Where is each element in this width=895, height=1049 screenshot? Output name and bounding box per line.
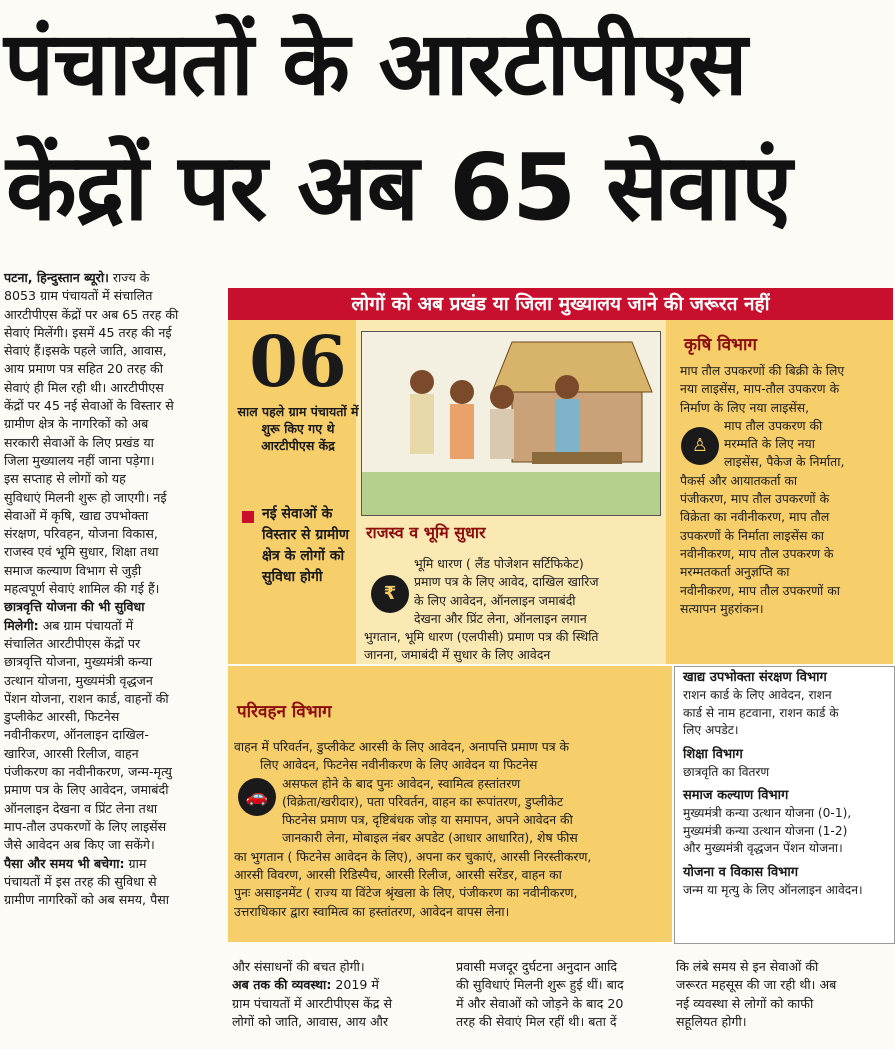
department-title: योजना व विकास विभाग [683, 864, 799, 880]
text-line [4, 653, 217, 671]
box-line: देखना और प्रिंट लेना, ऑनलाइन लगान [414, 610, 587, 626]
department-text: जन्म या मृत्यु के लिए ऑनलाइन आवेदन। [683, 882, 863, 897]
stat-number: 06 [249, 320, 347, 403]
text-line [4, 800, 217, 818]
line-text: तरह की सेवाएं मिल रहीं थी। बता दें [456, 1013, 617, 1029]
line-text: सुविधाएं मिलनी शुरू हो जाएगी। नई [4, 489, 167, 505]
text-line [4, 543, 217, 561]
text-line [232, 958, 442, 976]
line-text: नई व्यवस्था से लोगों को काफी [676, 995, 814, 1011]
text-line [4, 379, 217, 397]
box-line: सत्यापन मुहरांकन। [680, 600, 764, 616]
line-text: राजस्व एवं भूमि सुधार, शिक्षा तथा [4, 544, 159, 560]
box-line: लाइसेंस, पैकेज के निर्माता, [724, 454, 845, 470]
text-line [4, 470, 217, 488]
line-text: 2019 में [331, 977, 379, 993]
box-line: का भुगतान ( फिटनेस आवेदन के लिए), अपना कर चुकाएं, आरसी निरस्तीकरण, [234, 848, 592, 864]
text-line [4, 525, 217, 543]
rajaswa-title: राजस्व व भूमि सुधार [366, 523, 486, 542]
line-text: कि लंबे समय से इन सेवाओं की [676, 959, 819, 974]
text-line [4, 452, 217, 470]
car-icon: 🚗 [238, 778, 276, 816]
text-line [4, 489, 217, 507]
line-text: में और सेवाओं को जोड़ने के बाद 20 [456, 995, 624, 1011]
department-section [675, 785, 894, 862]
bold-lead: अब तक की व्यवस्था: [232, 977, 332, 993]
line-text: पेंशन योजना, राशन कार्ड, वाहनों की [4, 690, 169, 706]
bullet-square-icon [242, 511, 254, 523]
line-text: महत्वपूर्ण सेवाएं शामिल की गई हैं। [4, 581, 160, 597]
text-line [456, 976, 666, 994]
department-title: खाद्य उपभोक्ता संरक्षण विभाग [683, 670, 827, 685]
text-line [4, 306, 217, 324]
box-line: उपकरणों के निर्माता लाइसेंस का [680, 527, 824, 543]
line-text: ग्राम पंचायतों में आरटीपीएस केंद्र से [232, 995, 392, 1011]
line-text: और संसाधनों की बचत होगी। [232, 959, 365, 974]
line-text: सेवाओं में कृषि, खाद्य उपभोक्ता [4, 507, 149, 523]
text-line [4, 635, 217, 653]
text-line [4, 342, 217, 360]
text-line [4, 598, 217, 616]
krishi-text [680, 362, 890, 618]
stat-caption: साल पहले ग्राम पंचायतों में शुरू किए गए थे आरटीपीएस केंद्र [237, 404, 359, 453]
line-text: जिला मुख्यालय नहीं जाना पड़ेगा। [4, 452, 155, 468]
article-column-1 [4, 269, 217, 909]
box-line: प्रमाण पत्र के लिए आवेद, दाखिल खारिज [414, 574, 599, 590]
text-line [676, 958, 891, 976]
box-line: जानना, जमाबंदी में सुधार के लिए आवेदन [364, 647, 551, 663]
parivahan-text [234, 738, 670, 921]
line-text: पंजीकरण का नवीनीकरण, जन्म-मृत्यु [4, 764, 172, 780]
bold-lead: पटना, हिन्दुस्तान ब्यूरो। [4, 270, 109, 285]
text-line [456, 1013, 666, 1031]
line-text: सेवाएं मिलेंगी। इसमें 45 तरह की नई [4, 324, 172, 340]
text-line [232, 1013, 442, 1031]
text-line [676, 995, 891, 1013]
box-line: लिए आवेदन, फिटनेस नवीनीकरण के लिए आवेदन या फिटनेस [260, 757, 538, 773]
department-section [675, 744, 894, 786]
text-line [4, 507, 217, 525]
text-line [4, 745, 217, 763]
text-line [4, 690, 217, 708]
text-line [4, 781, 217, 799]
text-line [4, 708, 217, 726]
text-line [4, 397, 217, 415]
text-line [4, 324, 217, 342]
line-text: नवीनीकरण, ऑनलाइन दाखिल- [4, 727, 149, 743]
line-text: ग्रामीण नागरिकों को अब समय, पैसा [4, 892, 169, 908]
bold-lead: पैसा और समय भी बचेगा: [4, 855, 125, 871]
line-text: ग्रामीण क्षेत्र के नागरिकों को अब [4, 416, 149, 432]
box-line: फिटनेस प्रमाण पत्र, दृष्टिबंधक जोड़ या समापन, अपने आवेदन की [282, 812, 573, 828]
box-line: पुनः असाइनमेंट ( राज्य या विंटेज श्रृंखला के लिए, पंजीकरण का नवीनीकरण, [234, 885, 578, 901]
line-text: इस सप्ताह से लोगों को यह [4, 471, 126, 487]
box-line: आरसी विवरण, आरसी रिडिस्पैच, आरसी रिलीज, आरसी सरेंडर, वाहन का [234, 867, 562, 883]
section-banner: लोगों को अब प्रखंड या जिला मुख्यालय जाने की जरूरत नहीं [228, 288, 893, 320]
box-line: भूमि धारण ( लैंड पोजेशन सर्टिफिकेट) [414, 556, 584, 571]
text-line [4, 855, 217, 873]
farmer-icon: ♙ [681, 427, 719, 465]
text-line [676, 976, 891, 994]
text-line [4, 269, 217, 287]
line-text: ऑनलाइन देखना व प्रिंट लेना तथा [4, 800, 158, 816]
box-line: माप तौल उपकरण की [724, 417, 823, 433]
stat-bullet-text: नई सेवाओं के विस्तार से ग्रामीण क्षेत्र के लोगों को सुविधा होगी [262, 506, 350, 585]
text-line [232, 995, 442, 1013]
department-text: लिए अपडेट। [683, 723, 739, 737]
text-line [4, 434, 217, 452]
line-text: समाज कल्याण विभाग से जुड़ी [4, 562, 142, 578]
parivahan-title: परिवहन विभाग [237, 702, 332, 722]
box-line: जानकारी लेना, मोबाइल नंबर अपडेट (आधार आधारित), शेष फीस [282, 830, 578, 846]
text-line [4, 360, 217, 378]
text-line [232, 976, 442, 994]
text-line [4, 580, 217, 598]
line-text: छात्रवृत्ति योजना, मुख्यमंत्री कन्या [4, 654, 153, 670]
department-section [675, 862, 894, 904]
box-line: नवीनीकरण, माप तौल उपकरण के [680, 545, 834, 561]
headline-line-1: पंचायतों के आरटीपीएस [4, 12, 747, 115]
line-text: खारिज, आरसी रिलीज, वाहन [4, 745, 139, 761]
line-text: उत्थान योजना, मुख्यमंत्री वृद्धजन [4, 672, 153, 688]
department-text: और मुख्यमंत्री वृद्धजन पेंशन योजना। [683, 841, 843, 855]
line-text: जैसे आवेदन अब किए जा सकेंगे। [4, 837, 155, 853]
box-line: के लिए आवेदन, ऑनलाइन जमाबंदी [414, 592, 576, 608]
department-text: मुख्यमंत्री कन्या उत्थान योजना (1-2) [683, 823, 848, 838]
box-line: नवीनीकरण, माप तौल उपकरणों का [680, 582, 840, 598]
line-text: की सुविधाएं मिलनी शुरू हुई थीं। बाद [456, 977, 624, 993]
headline-line-2: केंद्रों पर अब 65 सेवाएं [6, 134, 792, 241]
line-text: अब ग्राम पंचायतों में [38, 617, 134, 633]
box-line: उत्तराधिकार द्वारा स्वामित्व का हस्तांतरण, आवेदन वापस लेना। [234, 903, 510, 919]
box-line: पैकर्स और आयातकर्ता का [680, 472, 798, 488]
text-line [4, 726, 217, 744]
text-line [4, 415, 217, 433]
text-line [4, 672, 217, 690]
text-line [4, 836, 217, 854]
line-text: ग्राम [124, 855, 147, 871]
line-text: केंद्रों पर 45 नई सेवाओं के विस्तार से [4, 398, 174, 414]
box-line: वाहन में परिवर्तन, डुप्लीकेट आरसी के लिए आवेदन, अनापत्ति प्रमाण पत्र के [234, 739, 570, 754]
box-line: मरम्मति के लिए नया [724, 436, 815, 452]
box-line: असफल होने के बाद पुनः आवेदन, स्वामित्व हस्तांतरण [282, 775, 521, 791]
text-line [456, 995, 666, 1013]
line-text: संचालित आरटीपीएस केंद्रों पर [4, 635, 141, 651]
box-line: मरम्मतकर्ता अनुज्ञप्ति का [680, 564, 790, 580]
line-text: माप-तौल उपकरणों के लिए लाइसेंस [4, 818, 167, 834]
line-text: लोगों को जाति, आवास, आय और [232, 1013, 389, 1029]
bold-lead: छात्रवृत्ति योजना की भी सुविधा [4, 599, 145, 615]
department-title: समाज कल्याण विभाग [683, 788, 789, 803]
text-line [4, 891, 217, 909]
text-line [4, 763, 217, 781]
box-line: विक्रेता का नवीनीकरण, माप तौल [680, 509, 830, 525]
krishi-title: कृषि विभाग [684, 335, 757, 355]
line-text: डुप्लीकेट आरसी, फिटनेस [4, 709, 120, 725]
text-line [4, 287, 217, 305]
line-text: प्रवासी मजदूर दुर्घटना अनुदान आदि [456, 959, 618, 974]
department-text: राशन कार्ड के लिए आवेदन, राशन [683, 688, 832, 702]
box-line: निर्माण के लिए नया लाइसेंस, [680, 399, 810, 415]
line-text: सेवाएं हैं।इसके पहले जाति, आवास, [4, 343, 167, 359]
line-text: आय प्रमाण पत्र सहित 20 तरह की [4, 361, 163, 377]
box-line: भुगतान, भूमि धारण (एलपीसी) प्रमाण पत्र की स्थिति [364, 629, 599, 645]
text-line [4, 873, 217, 891]
departments-box [674, 666, 895, 944]
box-line: (विक्रेता/खरीदार), पता परिवर्तन, वाहन का रूपांतरण, डुप्लीकेट [282, 793, 564, 809]
department-text: छात्रवृति का वितरण [683, 764, 770, 779]
illustration-image [361, 331, 661, 516]
line-text: जरूरत महसूस की जा रही थी। अब [676, 977, 837, 993]
text-line [456, 958, 666, 976]
text-line [4, 617, 217, 635]
box-line: नया लाइसेंस, माप-तौल उपकरण के [680, 381, 840, 397]
text-line [4, 562, 217, 580]
line-text: सहूलियत होगी। [676, 1013, 747, 1029]
line-text: संरक्षण, परिवहन, योजना विकास, [4, 526, 158, 542]
text-line [4, 818, 217, 836]
department-section [675, 667, 894, 744]
line-text: सरकारी सेवाओं के लिए प्रखंड या [4, 434, 154, 450]
line-text: आरटीपीएस केंद्रों पर अब 65 तरह की [4, 306, 179, 322]
line-text: पंचायतों में इस तरह की सुविधा से [4, 873, 157, 889]
line-text: 8053 ग्राम पंचायतों में संचालित [4, 288, 153, 304]
bold-lead: मिलेगी: [4, 617, 39, 633]
rupee-bag-icon: ₹ [371, 575, 409, 613]
box-line: माप तौल उपकरणों की बिक्री के लिए [680, 363, 845, 378]
line-text: प्रमाण पत्र के लिए आवेदन, जमाबंदी [4, 782, 169, 798]
department-text: मुख्यमंत्री कन्या उत्थान योजना (0-1), [683, 806, 852, 820]
text-line [676, 1013, 891, 1031]
article-column-3 [456, 958, 666, 1031]
department-title: शिक्षा विभाग [683, 746, 743, 762]
department-text: कार्ड से नाम हटवाना, राशन कार्ड के [683, 705, 839, 720]
article-column-4 [676, 958, 891, 1031]
line-text: सेवाएं ही मिल रही थी। आरटीपीएस [4, 379, 164, 395]
article-column-2 [232, 958, 442, 1031]
rajaswa-text [364, 555, 664, 665]
line-text: राज्य के [108, 270, 150, 285]
box-line: पंजीकरण, माप तौल उपकरणों के [680, 491, 830, 507]
